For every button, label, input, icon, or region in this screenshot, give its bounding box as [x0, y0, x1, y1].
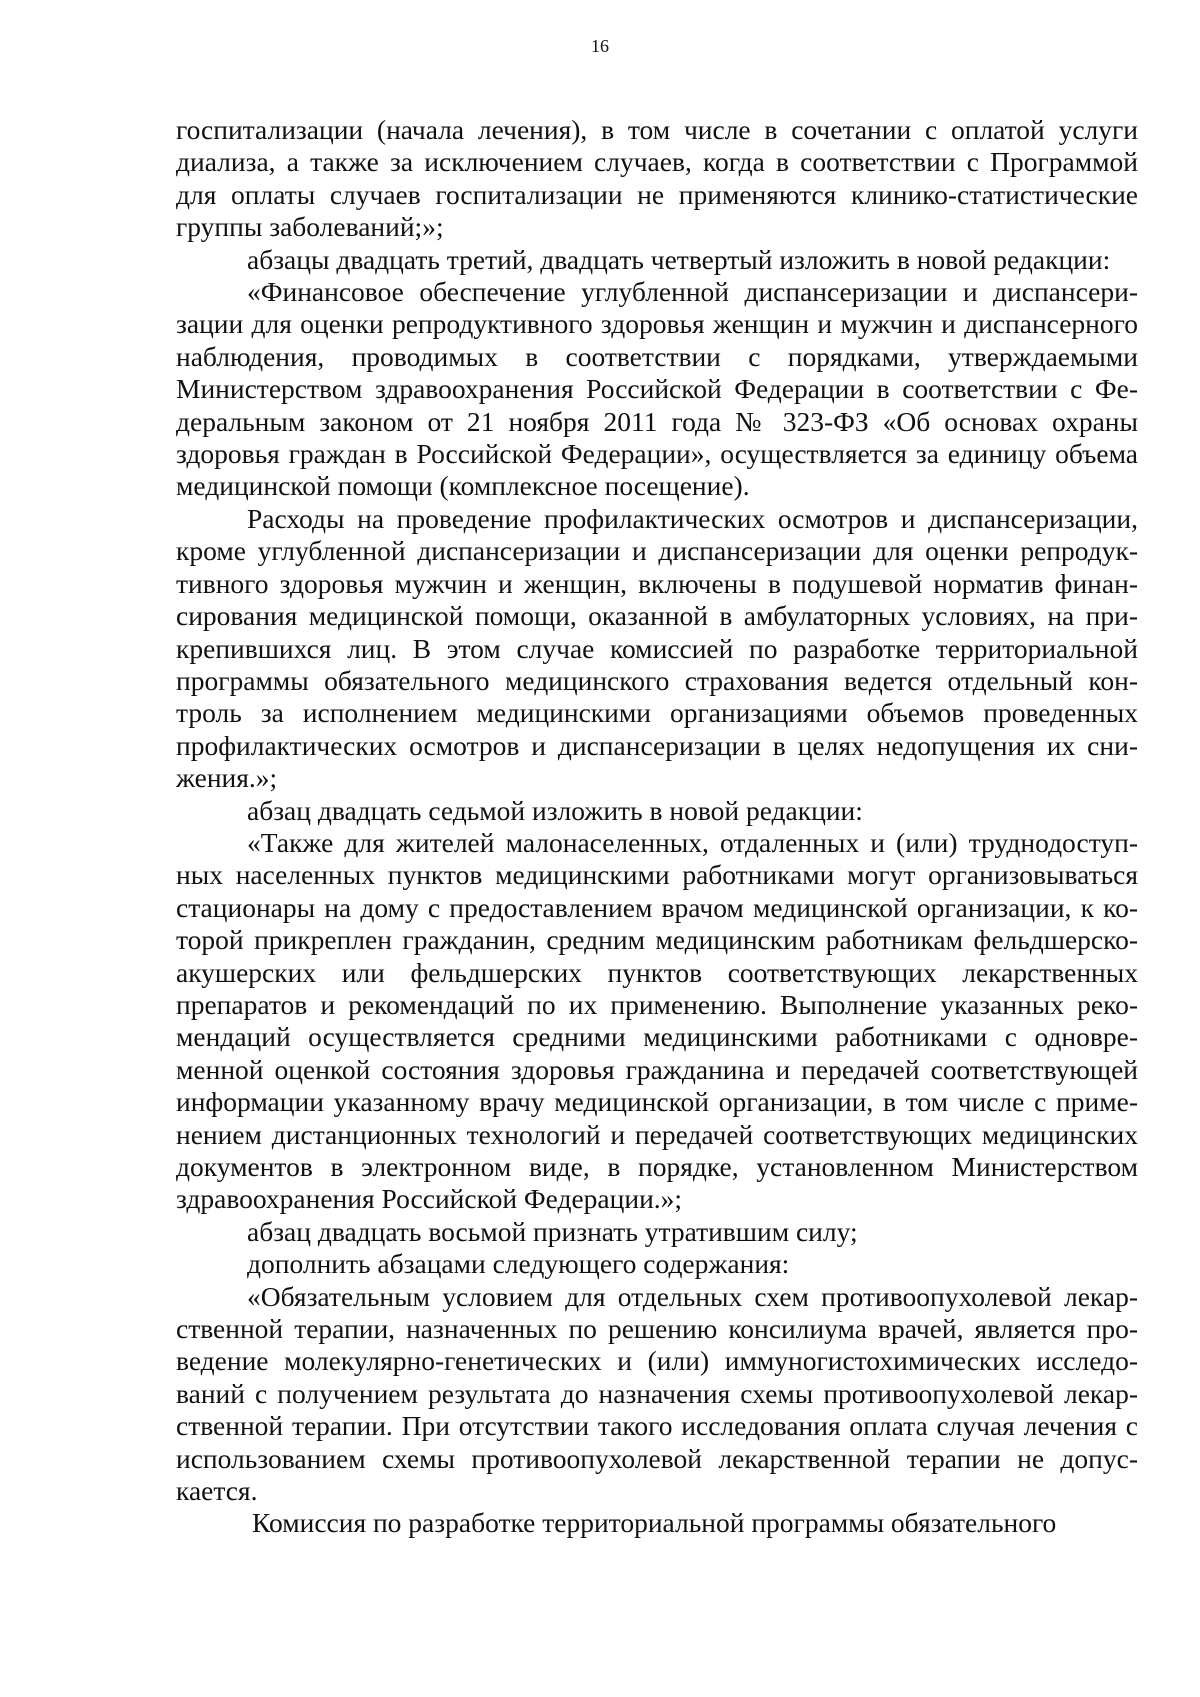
paragraph-amendment-27: абзац двадцать седьмой изложить в новой редакции:	[247, 794, 863, 826]
paragraph-amendment-23-24: абзацы двадцать третий, двадцать четвертый изложить в новой редакции:	[247, 243, 1111, 275]
document-body	[176, 114, 1138, 1540]
paragraph-home-hospitals: «Также для жителей малонаселенных, отдаленных и (или) труднодоступных населенных пунктов медицинскими работниками могут организовываться стационары на дому с предоставлением врачом медицинской организации, к которой прикреплен гражданин, средним медицинским работникам фельдшерско-акушерских или фельдшерских пунктов соответствующих лекарственных препаратов и рекомендаций по их применению. Выполнение указанных рекомендаций осуществляется средними медицинскими работниками с одновременной оценкой состояния здоровья гражданина и передачей соответствующей информации указанному врачу медицинской организации, в том числе с применением дистанционных технологий и передачей соответствующих медицинских документов в электронном виде, в порядке, установленном Министерством здравоохранения Российской Федерации.»;	[176, 826, 1138, 1215]
page-number: 16	[591, 36, 609, 56]
paragraph-preventive-expenses: Расходы на проведение профилактических осмотров и диспансеризации, кроме углубленной диспансеризации и диспансеризации для оценки репродуктивного здоровья мужчин и женщин, включены в подушевой норматив финансирования медицинской помощи, оказанной в амбулаторных условиях, на прикрепившихся лиц. В этом случае комиссией по разработке территориальной программы обязательного медицинского страхования ведется отдельный контроль за исполнением медицинскими организациями объемов проведенных профилактических осмотров и диспансеризации в целях недопущения их снижения.»;	[176, 502, 1138, 794]
paragraph-antitumor-therapy: «Обязательным условием для отдельных схем противоопухолевой лекарственной терапии, назначенных по решению консилиума врачей, является проведение молекулярно-генетических и (или) иммуногистохимических исследований с получением результата до назначения схемы противоопухолевой лекарственной терапии. При отсутствии такого исследования оплата случая лечения с использованием схемы противоопухолевой лекарственной терапии не допускается.	[176, 1280, 1138, 1507]
paragraph-financing-dispensarization: «Финансовое обеспечение углубленной диспансеризации и диспансеризации для оценки репродуктивного здоровья женщин и мужчин и диспансерного наблюдения, проводимых в соответствии с порядками, утверждаемыми Министерством здравоохранения Российской Федерации в соответствии с Федеральным законом от 21 ноября 2011 года № 323-ФЗ «Об основах охраны здоровья граждан в Российской Федерации», осуществляется за единицу объема медицинской помощи (комплексное посещение).	[176, 276, 1138, 502]
paragraph-commission: Комиссия по разработке территориальной программы обязательного	[252, 1507, 1057, 1539]
paragraph-supplement: дополнить абзацами следующего содержания:	[247, 1248, 790, 1280]
paragraph-amendment-28: абзац двадцать восьмой признать утратившим силу;	[247, 1215, 858, 1247]
paragraph-continuation: госпитализации (начала лечения), в том числе в сочетании с оплатой услуги диализа, а также за исключением случаев, когда в соответствии с Программой для оплаты случаев госпитализации не применяются клинико-статистические группы заболеваний;»;	[176, 114, 1138, 243]
